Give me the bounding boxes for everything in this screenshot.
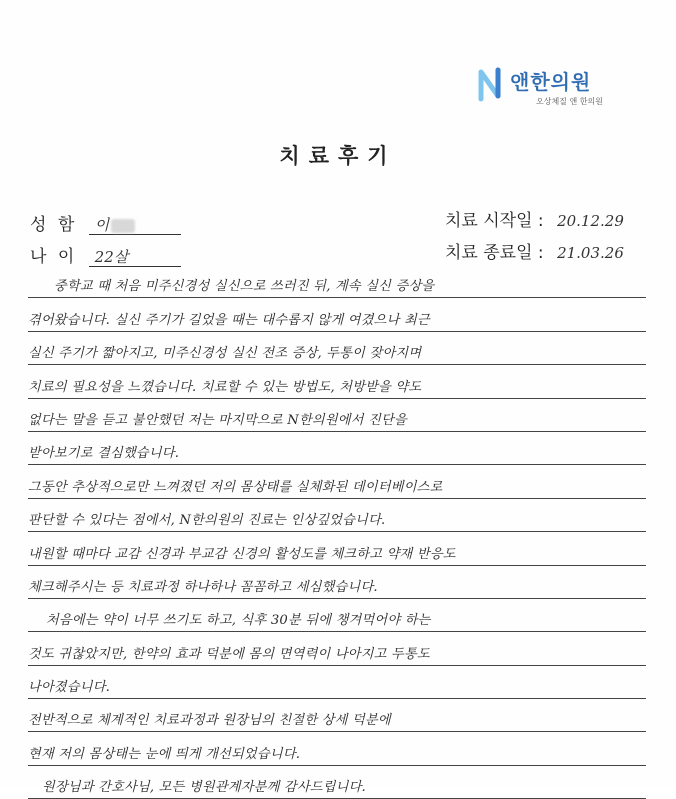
clinic-logo <box>476 62 626 112</box>
end-date-field <box>445 238 624 263</box>
handwritten-line: 판단할 수 있다는 점에서, N한의원의 진료는 인상깊었습니다. <box>28 513 386 529</box>
handwritten-line: 처음에는 약이 너무 쓰기도 하고, 식후 30분 뒤에 챙겨먹어야 하는 <box>46 613 431 629</box>
age-label: 나 이 <box>30 247 78 267</box>
document-title: 치료후기 <box>279 144 397 168</box>
ruled-line <box>28 432 646 465</box>
ruled-line <box>28 766 646 799</box>
end-date-value: 21.03.26 <box>557 244 624 262</box>
ruled-line <box>28 666 646 699</box>
ruled-line <box>28 732 646 765</box>
ruled-line <box>28 532 646 565</box>
start-date-value: 20.12.29 <box>557 212 624 230</box>
name-label: 성 함 <box>30 215 78 235</box>
handwritten-line: 전반적으로 체계적인 치료과정과 원장님의 친절한 상세 덕분에 <box>28 713 391 729</box>
handwritten-line: 체크해주시는 등 치료과정 하나하나 꼼꼼하고 세심했습니다. <box>28 579 378 595</box>
ruled-line <box>28 499 646 532</box>
ruled-line <box>28 399 646 432</box>
ruled-line <box>28 632 646 665</box>
ruled-line <box>28 566 646 599</box>
handwritten-line: 원장님과 간호사님, 모든 병원관계자분께 감사드립니다. <box>42 780 366 796</box>
ruled-line <box>28 465 646 498</box>
handwritten-line: 치료의 필요성을 느꼈습니다. 치료할 수 있는 방법도, 처방받을 약도 <box>28 379 422 395</box>
handwritten-line: 중학교 때 처음 미주신경성 실신으로 쓰러진 뒤, 계속 실신 증상을 <box>54 279 435 295</box>
logo-subtitle: 오상체질 앤 한의원 <box>536 97 603 106</box>
handwritten-line: 실신 주기가 짧아지고, 미주신경성 실신 전조 증상, 두통이 잦아지며 <box>28 346 422 362</box>
ruled-line <box>28 599 646 632</box>
name-field <box>30 210 181 235</box>
ruled-line <box>28 699 646 732</box>
start-date-field <box>445 206 624 231</box>
handwritten-line: 겪어왔습니다. 실신 주기가 길었을 때는 대수롭지 않게 여겼으나 최근 <box>28 312 430 328</box>
logo-name: 앤한의원 <box>510 70 592 94</box>
logo-n-icon <box>476 64 510 104</box>
ruled-line <box>28 298 646 331</box>
start-date-label: 치료 시작일 : <box>445 211 544 231</box>
handwritten-line: 내원할 때마다 교감 신경과 부교감 신경의 활성도를 체크하고 약재 반응도 <box>28 546 456 562</box>
handwritten-line: 나아졌습니다. <box>28 680 111 696</box>
end-date-label: 치료 종료일 : <box>445 243 544 263</box>
handwritten-line: 현재 저의 몸상태는 눈에 띄게 개선되었습니다. <box>28 746 301 762</box>
redaction-mark <box>111 219 135 233</box>
age-field <box>30 242 181 267</box>
handwritten-line: 것도 귀찮았지만, 한약의 효과 덕분에 몸의 면역력이 나아지고 두통도 <box>28 646 430 662</box>
handwritten-line: 없다는 말을 듣고 불안했던 저는 마지막으로 N한의원에서 진단을 <box>28 412 407 428</box>
age-value: 22살 <box>89 248 181 267</box>
ruled-line <box>28 332 646 365</box>
handwritten-line: 그동안 추상적으로만 느껴졌던 저의 몸상태를 실체화된 데이터베이스로 <box>28 479 443 495</box>
handwritten-line: 받아보기로 결심했습니다. <box>28 446 180 462</box>
name-value: 이 <box>89 216 181 235</box>
ruled-line <box>28 365 646 398</box>
ruled-line <box>28 265 646 298</box>
review-body <box>28 265 646 799</box>
